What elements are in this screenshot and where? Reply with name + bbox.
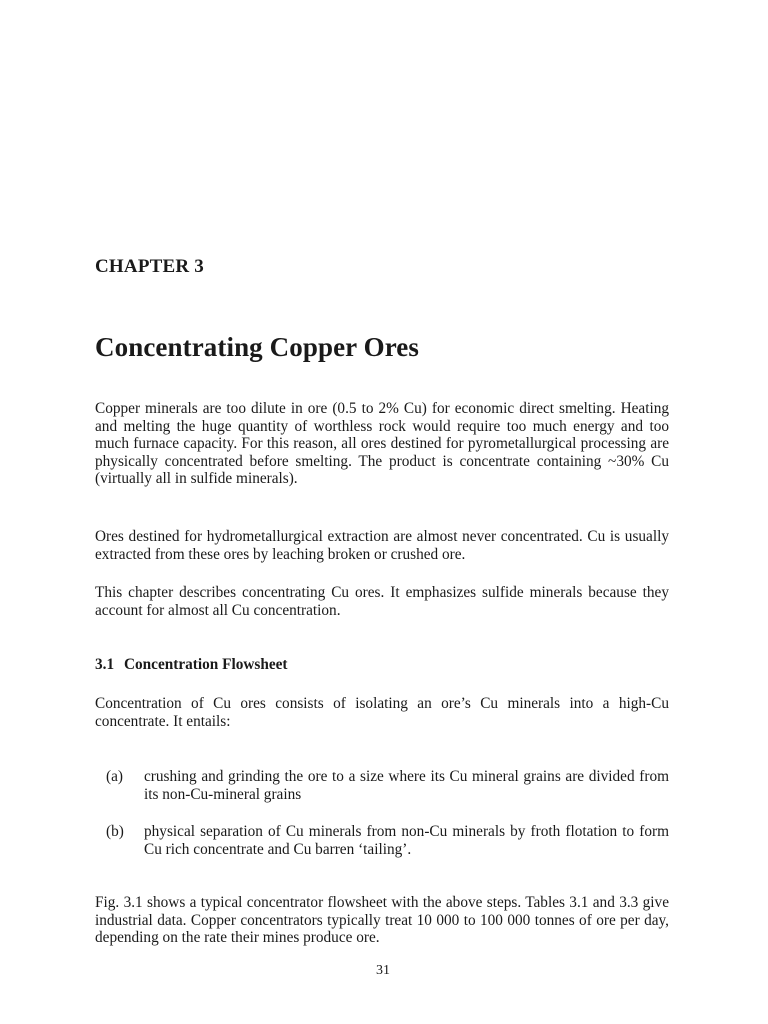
list-item-text: physical separation of Cu minerals from non-Cu minerals by froth flotation to form Cu rich concentrate and Cu barren ‘tailing’. <box>144 823 669 858</box>
chapter-title: Concentrating Copper Ores <box>95 332 419 362</box>
list-marker: (a) <box>106 768 123 785</box>
chapter-label: CHAPTER 3 <box>95 256 204 277</box>
section-title: Concentration Flowsheet <box>123 656 288 673</box>
section-heading <box>95 656 288 674</box>
list-item-text: crushing and grinding the ore to a size where its Cu mineral grains are divided from its non-Cu-mineral grains <box>144 768 669 803</box>
page-number: 31 <box>376 963 390 978</box>
book-page <box>95 0 671 1024</box>
list-item <box>106 823 669 858</box>
section-number: 3.1 <box>95 656 115 673</box>
section-closing-paragraph: Fig. 3.1 shows a typical concentrator flowsheet with the above steps. Tables 3.1 and 3.3 give industrial data. Copper concentrators typically treat 10 000 to 100 000 tonnes of ore per day, depending on the rate their mines produce ore. <box>95 894 669 947</box>
intro-paragraph-2: Ores destined for hydrometallurgical extraction are almost never concentrated. Cu is usually extracted from these ores by leaching broken or crushed ore. <box>95 528 669 563</box>
list-item <box>106 768 669 803</box>
intro-paragraph-1: Copper minerals are too dilute in ore (0.5 to 2% Cu) for economic direct smelting. Heating and melting the huge quantity of worthless rock would require too much energy and too much furnace capacity. For this reason, all ores destined for pyrometallurgical processing are physically concentrated before smelting. The product is concentrate containing ~30% Cu (virtually all in sulfide minerals). <box>95 400 669 488</box>
intro-paragraph-3: This chapter describes concentrating Cu ores. It emphasizes sulfide minerals because they account for almost all Cu concentration. <box>95 584 669 619</box>
list-marker: (b) <box>106 823 124 840</box>
section-lead-paragraph: Concentration of Cu ores consists of isolating an ore’s Cu minerals into a high-Cu concentrate. It entails: <box>95 695 669 730</box>
